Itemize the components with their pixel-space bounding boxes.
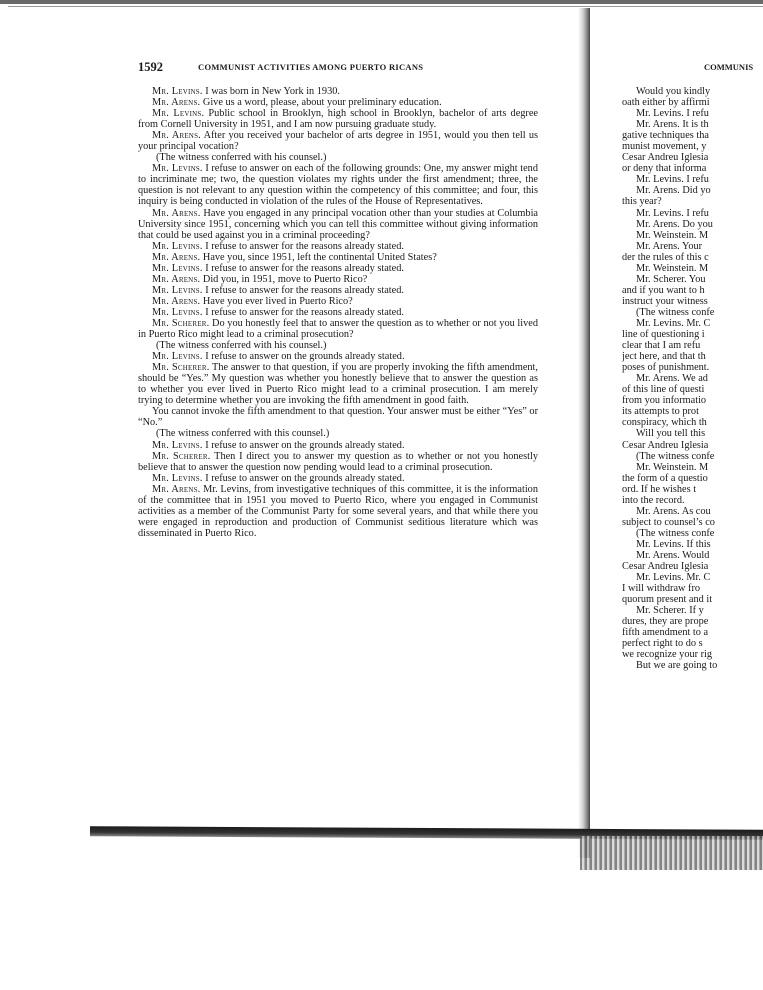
paragraph-text: (The witness conferred with his counsel.) <box>156 152 327 164</box>
speaker-name: Mr. Arens. <box>152 295 201 307</box>
right-page-line: Mr. Arens. It is th <box>636 119 709 131</box>
left-page <box>138 60 538 539</box>
right-page-line: Mr. Levins. I refu <box>636 207 709 219</box>
paragraph-text: I refuse to answer on the grounds already stated. <box>202 439 405 451</box>
paragraph-text: I was born in New York in 1930. <box>202 86 340 97</box>
right-page-line: Cesar Andreu Iglesia <box>622 561 709 573</box>
right-page-line: Mr. Weinstein. M <box>636 229 709 241</box>
right-page-line: into the record. <box>622 494 685 506</box>
right-page-line: Mr. Arens. Did yo <box>636 185 711 197</box>
scan-top-line <box>8 6 763 7</box>
testimony-paragraph <box>138 86 538 97</box>
right-page-line: Mr. Levins. Mr. C <box>636 317 711 329</box>
paragraph-text: I refuse to answer on the grounds already stated. <box>202 351 405 363</box>
right-page-line: dures, they are prope <box>622 616 709 628</box>
speaker-name: Mr. Arens. <box>152 130 201 142</box>
paragraph-text: Have you ever lived in Puerto Rico? <box>200 295 353 307</box>
right-page-line: ord. If he wishes t <box>622 483 697 495</box>
testimony-paragraph <box>138 97 538 108</box>
right-page-line: the form of a questio <box>622 472 708 484</box>
testimony-paragraph <box>138 285 538 296</box>
right-running-head-title: COMMUNIS <box>704 62 754 72</box>
right-page-line: Mr. Levins. Mr. C <box>636 572 711 584</box>
right-page-line: of this line of questi <box>622 384 705 396</box>
testimony-paragraph <box>138 362 538 406</box>
right-page-line: quorum present and it <box>622 594 713 606</box>
testimony-paragraph <box>138 163 538 207</box>
testimony-paragraph <box>138 296 538 307</box>
speaker-name: Mr. Levins. <box>152 351 203 363</box>
speaker-name: Mr. Levins. <box>152 86 203 97</box>
testimony-paragraph <box>138 274 538 285</box>
scan-noise <box>580 836 763 870</box>
testimony-paragraph <box>138 108 538 130</box>
testimony-paragraph <box>138 406 538 428</box>
speaker-name: Mr. Scherer. <box>152 362 210 374</box>
testimony-paragraph <box>138 451 538 473</box>
right-page-line: Mr. Weinstein. M <box>636 262 709 274</box>
right-page-line: (The witness confe <box>636 306 715 318</box>
testimony-text <box>138 86 538 539</box>
testimony-paragraph <box>138 252 538 263</box>
paragraph-text: I refuse to answer on each of the following grounds: One, my answer might tend to incriminate me; two, the question violates my rights under the first amendment; three, the question is not relevant to any question within the competency of this committee; and four, this inquiry is being conducted in violation of the rules of the House of Representatives. <box>138 163 538 208</box>
speaker-name: Mr. Levins. <box>152 439 203 451</box>
right-page-line: Cesar Andreu Iglesia <box>622 439 709 451</box>
right-page-line: gative techniques tha <box>622 130 709 142</box>
right-page-line: But we are going to <box>636 660 718 672</box>
testimony-paragraph <box>138 241 538 252</box>
right-page-line: Mr. Arens. Would <box>636 549 710 561</box>
right-page-line: instruct your witness <box>622 295 708 307</box>
right-page-line: Mr. Arens. Do you <box>636 218 713 230</box>
right-page-line: Mr. Weinstein. M <box>636 461 709 473</box>
right-page-line: Mr. Arens. We ad <box>636 373 708 385</box>
right-page-line: clear that I am refu <box>622 340 701 352</box>
page-number: 1592 <box>138 60 163 74</box>
speaker-name: Mr. Scherer. <box>152 317 210 329</box>
running-head-title: COMMUNIST ACTIVITIES AMONG PUERTO RICANS <box>198 62 424 72</box>
speaker-name: Mr. Arens. <box>152 207 201 219</box>
testimony-paragraph <box>138 152 538 163</box>
paragraph-text: (The witness conferred with his counsel.) <box>156 340 327 352</box>
right-page-line: conspiracy, which th <box>622 417 707 429</box>
paragraph-text: Mr. Levins, from investigative techniques of this committee, it is the information of the committee that in 1951 you moved to Puerto Rico, where you engaged in Communist activities as a member of the Communist Party for some several years, and that while there you were engaged in reproduction and production of Communist seditious literature which was disseminated in Puerto Rico. <box>138 483 538 539</box>
speaker-name: Mr. Levins. <box>152 240 203 252</box>
speaker-name: Mr. Arens. <box>152 273 201 285</box>
right-page-line: munist movement, y <box>622 141 707 153</box>
right-page-line: Will you tell this <box>636 428 706 440</box>
right-page-line: poses of punishment. <box>622 362 710 374</box>
testimony-paragraph <box>138 307 538 318</box>
right-page-line: (The witness confe <box>636 450 715 462</box>
right-page-line: Mr. Levins. I refu <box>636 174 709 186</box>
paragraph-text: Did you, in 1951, move to Puerto Rico? <box>200 273 368 285</box>
testimony-paragraph <box>138 340 538 351</box>
right-page-line: oath either by affirmi <box>622 97 710 109</box>
right-page-line: Mr. Levins. If this <box>636 538 711 550</box>
speaker-name: Mr. Levins. <box>152 163 203 175</box>
testimony-paragraph <box>138 263 538 274</box>
speaker-name: Mr. Levins. <box>152 472 203 484</box>
paragraph-text: Then I direct you to answer my question as to whether or not you honestly believe that to answer the question now pending would lead to a criminal prosecution. <box>138 450 538 473</box>
right-page-line: fifth amendment to a <box>622 627 709 639</box>
right-page-line: I will withdraw fro <box>622 583 701 595</box>
right-page-line: line of questioning i <box>622 329 705 341</box>
speaker-name: Mr. Arens. <box>152 97 201 109</box>
right-page-line: perfect right to do s <box>622 638 703 650</box>
paragraph-text: Do you honestly feel that to answer the question as to whether or not you lived in Puerto Rico might lead to a criminal prosecution? <box>138 317 538 341</box>
right-page-line: and if you want to h <box>622 284 705 296</box>
right-page-line: this year? <box>622 196 662 208</box>
right-page-line: its attempts to prot <box>622 406 699 418</box>
paragraph-text: You cannot invoke the fifth amendment to that question. Your answer must be either “Yes” or “No.” <box>138 406 538 429</box>
right-page-line: Cesar Andreu Iglesia <box>622 152 709 164</box>
right-page-line: Would you kindly <box>636 86 711 97</box>
speaker-name: Mr. Levins. <box>152 284 203 296</box>
right-page-line: subject to counsel’s co <box>622 516 715 528</box>
speaker-name: Mr. Arens. <box>152 251 201 263</box>
testimony-paragraph <box>138 428 538 439</box>
testimony-paragraph <box>138 440 538 451</box>
testimony-paragraph <box>138 473 538 484</box>
speaker-name: Mr. Levins. <box>152 108 205 120</box>
right-page-fragment <box>622 60 763 760</box>
right-page-line: Mr. Levins. I refu <box>636 108 709 120</box>
right-page-line: ject here, and that th <box>622 351 706 363</box>
speaker-name: Mr. Arens. <box>152 483 201 495</box>
right-page-line: we recognize your rig <box>622 649 713 661</box>
right-page-line: der the rules of this c <box>622 251 709 263</box>
right-page-line: Mr. Scherer. If y <box>636 605 704 617</box>
paragraph-text: I refuse to answer on the grounds already stated. <box>202 472 405 484</box>
book-gutter <box>578 8 590 858</box>
paragraph-text: I refuse to answer for the reasons already stated. <box>202 262 404 274</box>
paragraph-text: Have you, since 1951, left the continental United States? <box>200 251 437 263</box>
right-page-text <box>622 86 763 671</box>
testimony-paragraph <box>138 318 538 340</box>
right-running-head <box>622 60 763 78</box>
right-page-line: Mr. Arens. As cou <box>636 505 711 517</box>
right-page-line: Mr. Arens. Your <box>636 240 703 252</box>
paragraph-text: I refuse to answer for the reasons already stated. <box>202 306 404 318</box>
paragraph-text: I refuse to answer for the reasons already stated. <box>202 284 404 296</box>
running-head <box>138 60 538 78</box>
speaker-name: Mr. Levins. <box>152 306 203 318</box>
scan-top-edge <box>0 0 763 4</box>
speaker-name: Mr. Levins. <box>152 262 203 274</box>
paragraph-text: The answer to that question, if you are properly invoking the fifth amendment, should be “Yes.” My question was whether you honestly believe that to answer the question as to whether you ever lived in Puerto Rico might lead to a criminal prosecution. I am merely trying to determine whether you are invoking the fifth amendment in good faith. <box>138 362 538 407</box>
testimony-paragraph <box>138 208 538 241</box>
paragraph-text: (The witness conferred with this counsel.) <box>156 428 330 440</box>
right-page-line: or deny that informa <box>622 163 707 175</box>
testimony-paragraph <box>138 351 538 362</box>
right-page-line: (The witness confe <box>636 527 715 539</box>
paragraph-text: Give us a word, please, about your preliminary education. <box>200 97 442 109</box>
right-page-line: from you informatio <box>622 395 707 407</box>
testimony-paragraph <box>138 484 538 539</box>
right-page-line: Mr. Scherer. You <box>636 273 706 285</box>
paragraph-text: I refuse to answer for the reasons already stated. <box>202 240 404 252</box>
paragraph-text: After you received your bachelor of arts degree in 1951, would you then tell us your principal vocation? <box>138 130 538 153</box>
paragraph-text: Public school in Brooklyn, high school in Brooklyn, bachelor of arts degree from Cornell University in 1951, and I am now pursuing graduate study. <box>138 108 538 131</box>
speaker-name: Mr. Scherer. <box>152 450 211 462</box>
paragraph-text: Have you engaged in any principal vocation other than your studies at Columbia University since 1951, concerning which you can tell this committee without giving information that could be used against you in a criminal proceeding? <box>138 207 539 241</box>
testimony-paragraph <box>138 130 538 152</box>
